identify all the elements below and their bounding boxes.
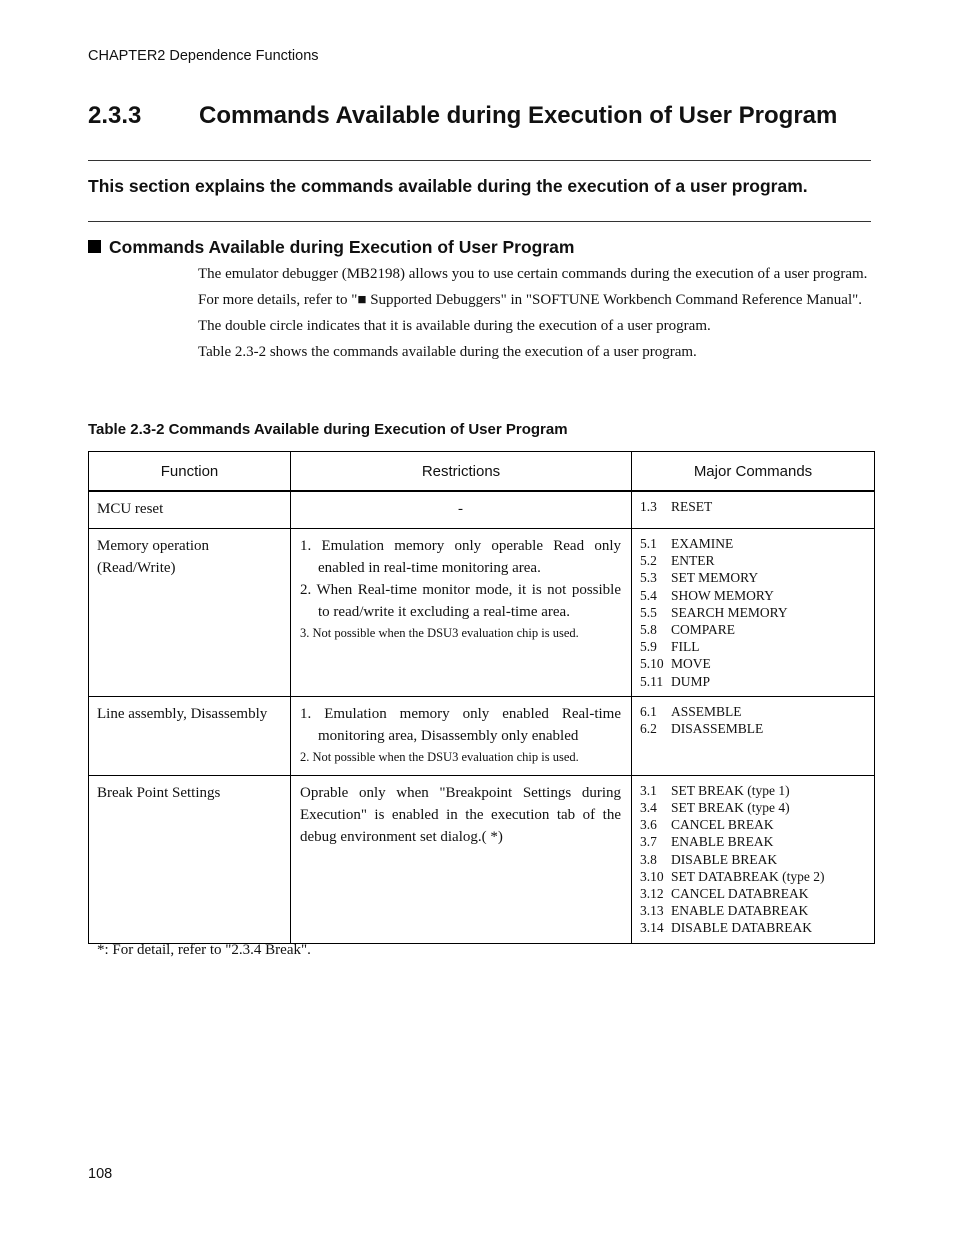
- restriction-cell: [291, 529, 632, 697]
- command-number: 5.3: [640, 570, 657, 586]
- command-name: CANCEL DATABREAK: [671, 886, 809, 902]
- function-cell: Break Point Settings: [89, 775, 291, 943]
- command-number: 5.10: [640, 656, 664, 672]
- command-number: 5.11: [640, 673, 664, 689]
- running-header: CHAPTER2 Dependence Functions: [88, 48, 319, 64]
- command-item: [640, 851, 866, 868]
- function-cell: Line assembly, Disassembly: [89, 696, 291, 775]
- command-number: 5.8: [640, 622, 657, 638]
- command-name: SET BREAK (type 1): [671, 782, 790, 798]
- restriction-note: 2. Not possible when the DSU3 evaluation chip is used.: [300, 749, 579, 764]
- restriction-note: 3. Not possible when the DSU3 evaluation chip is used.: [300, 626, 579, 640]
- command-number: 3.7: [640, 834, 657, 850]
- command-item: [640, 720, 866, 737]
- restriction-cell: [291, 775, 632, 943]
- command-number: 3.1: [640, 782, 657, 798]
- command-name: ENABLE BREAK: [671, 834, 774, 850]
- command-number: 3.10: [640, 868, 664, 884]
- command-item: [640, 587, 866, 604]
- command-name: SET DATABREAK (type 2): [671, 868, 825, 884]
- command-number: 3.4: [640, 800, 657, 816]
- command-name: EXAMINE: [671, 536, 734, 551]
- commands-cell: [632, 775, 875, 943]
- command-number: 3.12: [640, 886, 664, 902]
- section-summary: This section explains the commands available during the execution of a user program.: [88, 176, 808, 196]
- table-row: [89, 775, 875, 943]
- command-name: DISABLE BREAK: [671, 851, 778, 867]
- paragraph: The double circle indicates that it is available during the execution of a user program.: [198, 318, 711, 334]
- command-number: 5.5: [640, 604, 657, 620]
- commands-cell: [632, 696, 875, 775]
- table-caption: Table 2.3-2 Commands Available during Execution of User Program: [88, 421, 568, 438]
- function-cell: [89, 529, 291, 697]
- command-number: 5.2: [640, 553, 657, 569]
- command-item: [640, 552, 866, 569]
- command-number: 6.1: [640, 703, 657, 719]
- command-name: CANCEL BREAK: [671, 817, 774, 833]
- restriction-item: 2. When Real-time monitor mode, it is not possible to read/write it excluding a real-time area.: [300, 582, 621, 620]
- table-row: [89, 696, 875, 775]
- table-header-row: [89, 452, 875, 492]
- table-row: [89, 491, 875, 529]
- command-number: 3.13: [640, 903, 664, 919]
- command-name: RESET: [671, 499, 713, 514]
- command-number: 3.14: [640, 920, 664, 936]
- command-item: [640, 833, 866, 850]
- paragraph: The emulator debugger (MB2198) allows you to use certain commands during the execution of a user program.: [198, 266, 868, 282]
- command-item: [640, 498, 866, 515]
- commands-cell: [632, 529, 875, 697]
- command-number: 6.2: [640, 721, 657, 737]
- divider-bottom: [88, 221, 871, 222]
- command-item: [640, 885, 866, 902]
- column-header-function: Function: [89, 452, 291, 492]
- command-name: SET MEMORY: [671, 570, 759, 586]
- section-title: [88, 102, 837, 130]
- command-item: [640, 868, 866, 885]
- restriction-item: 1. Emulation memory only enabled Real-time monitoring area, Disassembly only enabled: [300, 705, 621, 744]
- command-name: ASSEMBLE: [671, 703, 742, 719]
- command-item: [640, 816, 866, 833]
- command-name: COMPARE: [671, 622, 736, 638]
- restriction-text: Oprable only when "Breakpoint Settings during Execution" is enabled in the execution tab of the debug environment set dialog.( *): [300, 784, 621, 845]
- command-item: [640, 902, 866, 919]
- restriction-item: 1. Emulation memory only operable Read only enabled in real-time monitoring area.: [300, 538, 621, 576]
- square-bullet-icon: [88, 240, 101, 253]
- command-name: SET BREAK (type 4): [671, 800, 790, 816]
- section-number: 2.3.3: [88, 102, 142, 129]
- command-item: [640, 799, 866, 816]
- command-item: [640, 604, 866, 621]
- command-item: [640, 703, 866, 720]
- command-item: [640, 569, 866, 586]
- page-number: 108: [88, 1166, 113, 1182]
- command-item: [640, 782, 866, 799]
- commands-table: [88, 451, 875, 944]
- subsection-heading: [88, 237, 574, 258]
- table-footnote: *: For detail, refer to "2.3.4 Break".: [97, 942, 311, 958]
- restriction-text: -: [458, 501, 463, 517]
- function-cell: MCU reset: [89, 491, 291, 529]
- command-name: DISASSEMBLE: [671, 721, 764, 737]
- command-item: [640, 655, 866, 672]
- command-number: 3.8: [640, 851, 657, 867]
- commands-cell: [632, 491, 875, 529]
- command-number: 5.1: [640, 536, 657, 551]
- column-header-restrictions: Restrictions: [291, 452, 632, 492]
- command-item: [640, 638, 866, 655]
- function-text: Memory operation (Read/Write): [97, 538, 210, 576]
- body-text: [198, 263, 872, 367]
- command-name: ENABLE DATABREAK: [671, 903, 809, 919]
- command-name: MOVE: [671, 656, 711, 672]
- command-name: DUMP: [671, 673, 711, 689]
- command-name: FILL: [671, 639, 700, 655]
- command-item: [640, 919, 866, 936]
- section-title-text: Commands Available during Execution of User Program: [199, 102, 838, 129]
- command-number: 1.3: [640, 499, 657, 514]
- paragraph: Table 2.3-2 shows the commands available during the execution of a user program.: [198, 344, 697, 360]
- divider-top: [88, 160, 871, 161]
- command-name: ENTER: [671, 553, 715, 569]
- subsection-title: Commands Available during Execution of User Program: [109, 237, 575, 257]
- command-number: 5.9: [640, 639, 657, 655]
- command-item: [640, 621, 866, 638]
- command-number: 5.4: [640, 587, 657, 603]
- restriction-cell: [291, 696, 632, 775]
- column-header-commands: Major Commands: [632, 452, 875, 492]
- command-number: 3.6: [640, 817, 657, 833]
- command-name: DISABLE DATABREAK: [671, 920, 813, 936]
- table-row: [89, 529, 875, 697]
- command-item: [640, 673, 866, 690]
- command-name: SEARCH MEMORY: [671, 604, 788, 620]
- paragraph: For more details, refer to "■ Supported Debuggers" in "SOFTUNE Workbench Command Reference Manual".: [198, 292, 862, 308]
- command-name: SHOW MEMORY: [671, 587, 774, 603]
- restriction-cell: [291, 491, 632, 529]
- command-item: [640, 535, 866, 552]
